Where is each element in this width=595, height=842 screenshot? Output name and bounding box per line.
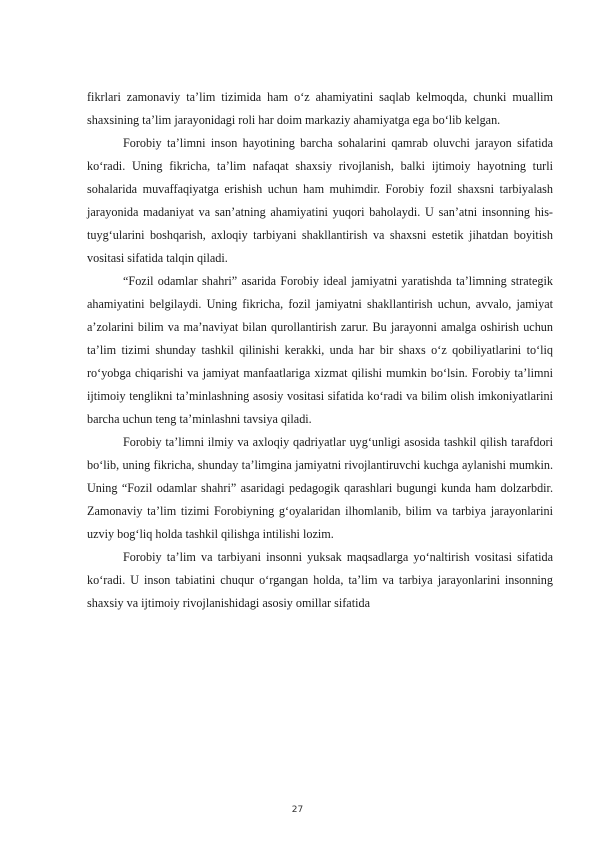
- paragraph-3: “Fozil odamlar shahri” asarida Forobiy ideal jamiyatni yaratishda ta’limning strategik ahamiyatini belgilaydi. Uning fikricha, fozil jamiyatni shakllantirish uchun, avvalo, jamiyat a’zolarini bilim va ma’naviyat bilan qurollantirish zarur. Bu jarayonni amalga oshirish uchun ta’lim tizimi shunday tashkil qilinishi kerakki, unda har bir shaxs o‘z qobiliyatlarini to‘liq ro‘yobga chiqarishi va jamiyat manfaatlariga xizmat qilishi mumkin bo‘lsin. Forobiy ta’limni ijtimoiy tenglikni ta’minlashning asosiy vositasi sifatida ko‘radi va bilim olish imkoniyatlarini barcha uchun teng ta’minlashni tavsiya qiladi.: [87, 274, 553, 426]
- document-page: [87, 86, 553, 615]
- paragraph-5: Forobiy ta’lim va tarbiyani insonni yuksak maqsadlarga yo‘naltirish vositasi sifatida ko‘radi. U inson tabiatini chuqur o‘rgangan holda, ta’lim va tarbiya jarayonlarini insonning shaxsiy va ijtimoiy rivojlanishidagi asosiy omillar sifatida: [87, 550, 553, 610]
- paragraph-1: fikrlari zamonaviy ta’lim tizimida ham o‘z ahamiyatini saqlab kelmoqda, chunki muallim shaxsining ta’lim jarayonidagi roli har doim markaziy ahamiyatga ega bo‘lib kelgan.: [87, 90, 553, 127]
- page-number: 27: [291, 805, 304, 815]
- paragraph-2: Forobiy ta’limni inson hayotining barcha sohalarini qamrab oluvchi jarayon sifatida ko‘radi. Uning fikricha, ta’lim nafaqat shaxsiy rivojlanish, balki ijtimoiy hayotning turli sohalarida muvaffaqiyatga erishish uchun ham muhimdir. Forobiy fozil shaxsni tarbiyalash jarayonida madaniyat va san’atning ahamiyatini yuqori baholaydi. U san’atni insonning his-tuyg‘ularini boshqarish, axloqiy tarbiyani shakllantirish va shaxsni estetik jihatdan boyitish vositasi sifatida talqin qiladi.: [87, 136, 553, 265]
- paragraph-4: Forobiy ta’limni ilmiy va axloqiy qadriyatlar uyg‘unligi asosida tashkil qilish tarafdori bo‘lib, uning fikricha, shunday ta’limgina jamiyatni rivojlantiruvchi kuchga aylanishi mumkin. Uning “Fozil odamlar shahri” asaridagi pedagogik qarashlari bugungi kunda ham dolzarbdir. Zamonaviy ta’lim tizimi Forobiyning g‘oyalaridan ilhomlanib, bilim va tarbiya jarayonlarini uzviy bog‘liq holda tashkil qilishga intilishi lozim.: [87, 435, 553, 541]
